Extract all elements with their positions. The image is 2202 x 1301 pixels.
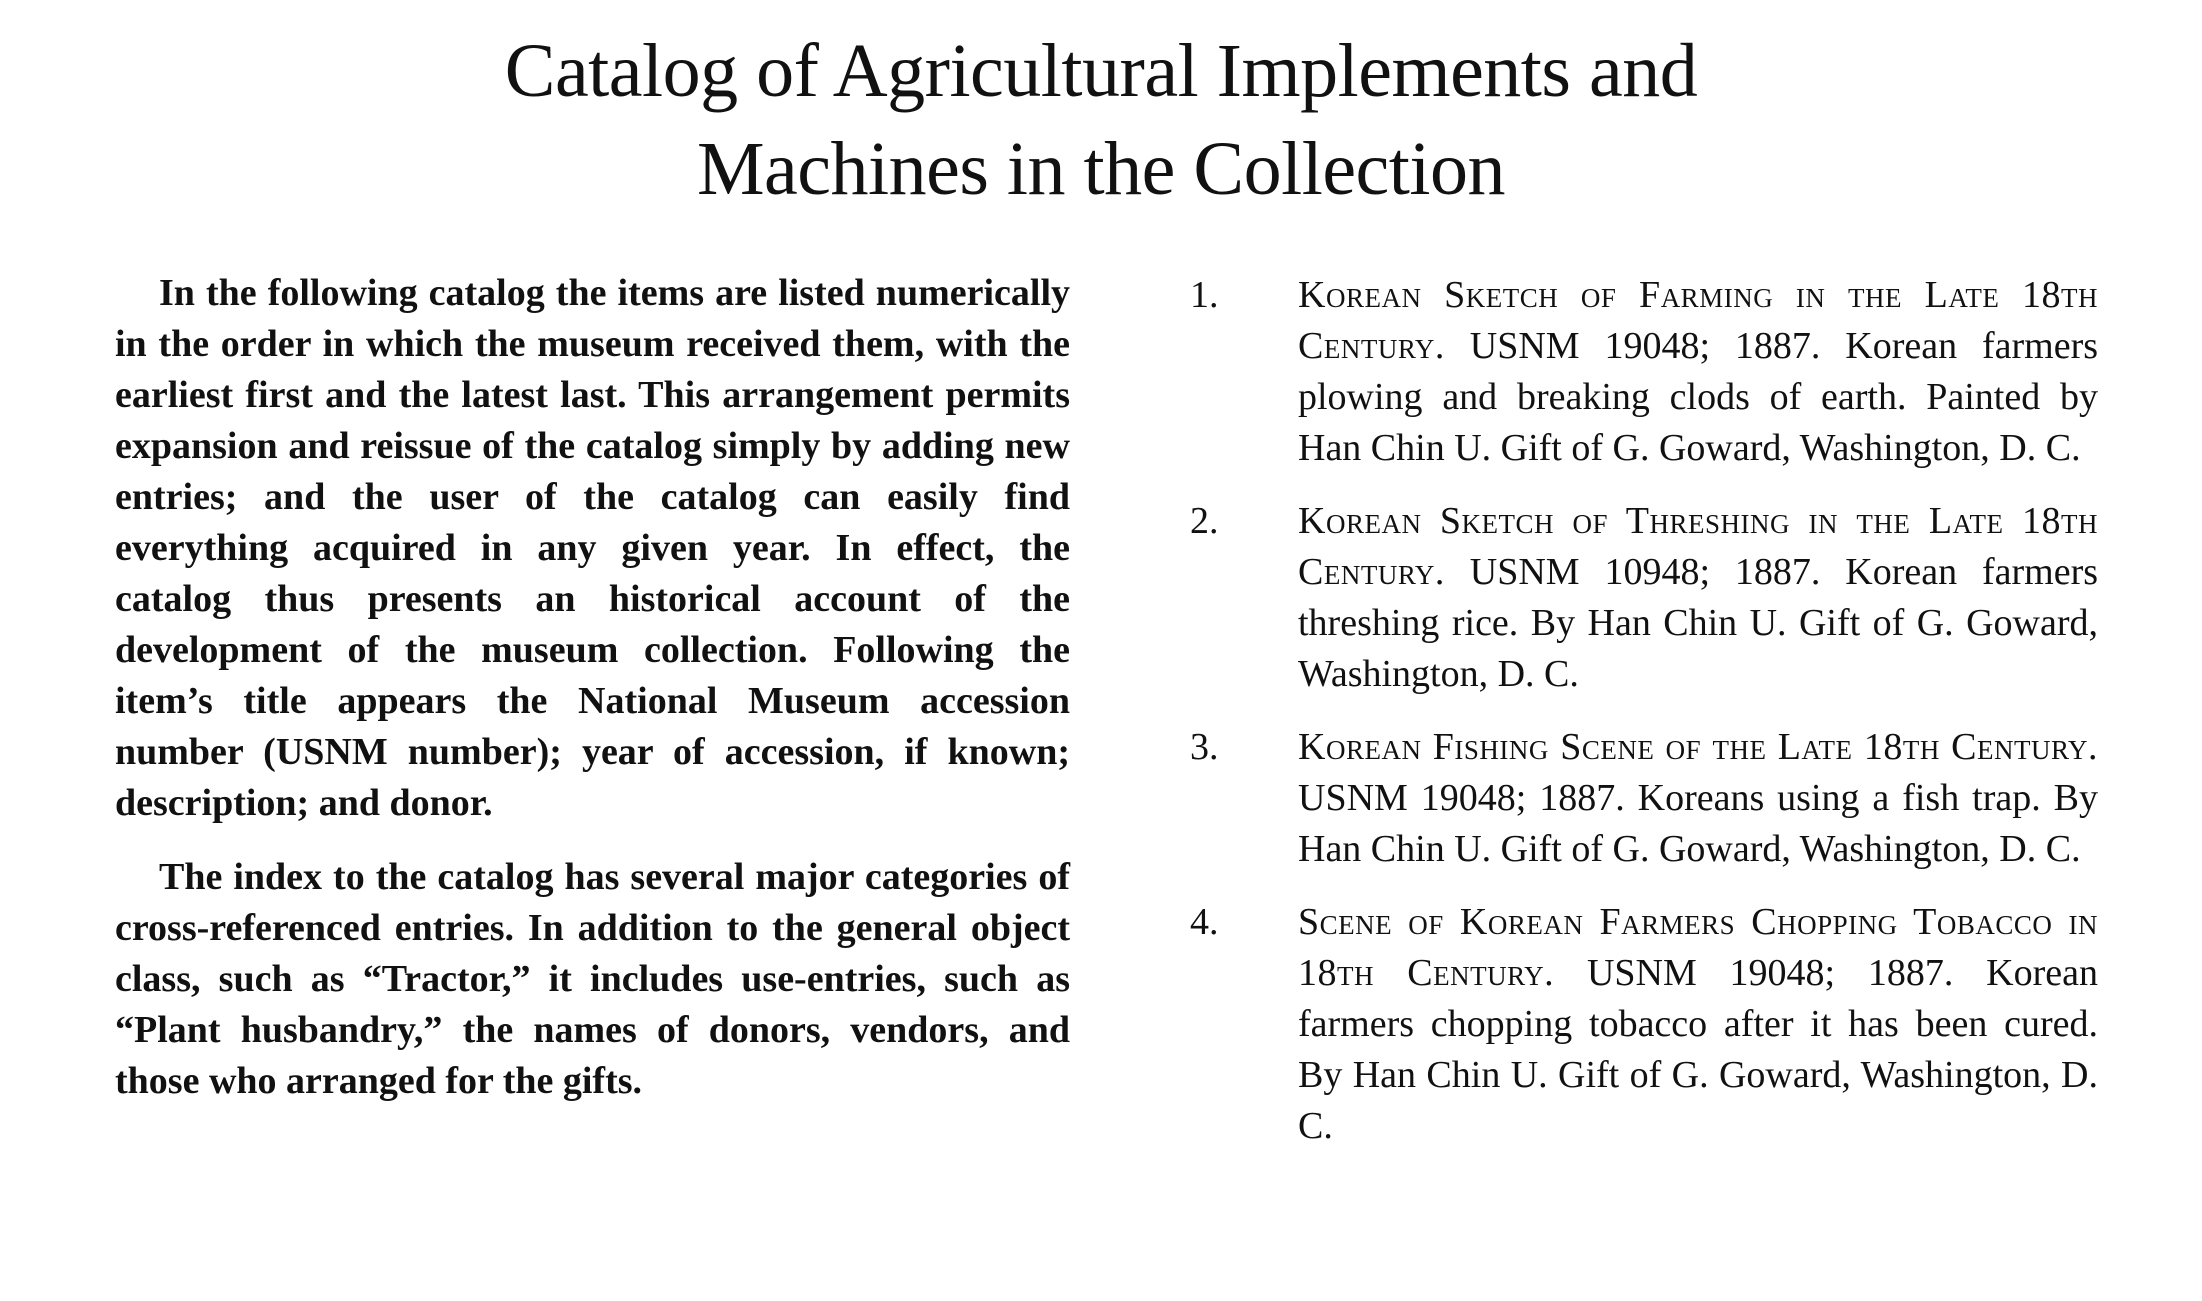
entry-details: USNM 19048; 1887. Koreans using a fish trap. By Han Chin U. Gift of G. Goward, Washington, D. C. [1298,777,2098,870]
page-title-line-1: Catalog of Agricultural Implements and [504,29,1698,113]
entry-details: USNM 19048; 1887. Korean farmers chopping tobacco after it has been cured. By Han Chin U. Gift of G. Goward, Washington, D. C. [1298,952,2099,1147]
entry-title: Korean Sketch of Threshing in the Late 18th Century. [1298,500,2098,593]
entry-number: 3. [1190,726,1219,768]
entry-number: 1. [1190,274,1219,316]
page-title [0,22,2202,218]
entry-title: Scene of Korean Farmers Chopping Tobacco in 18th Century. [1298,901,2098,994]
entry-number: 4. [1190,901,1219,943]
catalog-entry-1 [1180,270,2098,474]
catalog-entries [1180,270,2098,1152]
entry-number: 2. [1190,500,1219,542]
entry-details: USNM 19048; 1887. Korean farmers plowing and breaking clods of earth. Painted by Han Chin U. Gift of G. Goward, Washington, D. C. [1298,325,2099,469]
catalog-entry-4 [1180,897,2098,1152]
intro-paragraph-2: The index to the catalog has several major categories of cross-referenced entries. In addition to the general object class, such as “Tractor,” it includes use-entries, such as “Plant husbandry,” the names of donors, vendors, and those who arranged for the gifts. [115,856,1070,1102]
catalog-entry-2 [1180,496,2098,700]
intro-paragraph-1: In the following catalog the items are listed numerically in the order in which the museum received them, with the earliest first and the latest last. This arrangement permits expansion and reissue of the catalog simply by adding new entries; and the user of the catalog can easily find everything acquired in any given year. In effect, the catalog thus presents an historical account of the development of the museum collection. Following the item’s title appears the National Museum accession number (USNM number); year of accession, if known; description; and donor. [115,272,1070,824]
entry-title: Korean Fishing Scene of the Late 18th Century. [1298,726,2098,768]
page-title-line-2: Machines in the Collection [696,127,1506,211]
intro-column [115,268,1070,1107]
entry-details: USNM 10948; 1887. Korean farmers threshing rice. By Han Chin U. Gift of G. Goward, Washington, D. C. [1298,551,2099,695]
entry-title: Korean Sketch of Farming in the Late 18th Century. [1298,274,2098,367]
catalog-entry-3 [1180,722,2098,875]
